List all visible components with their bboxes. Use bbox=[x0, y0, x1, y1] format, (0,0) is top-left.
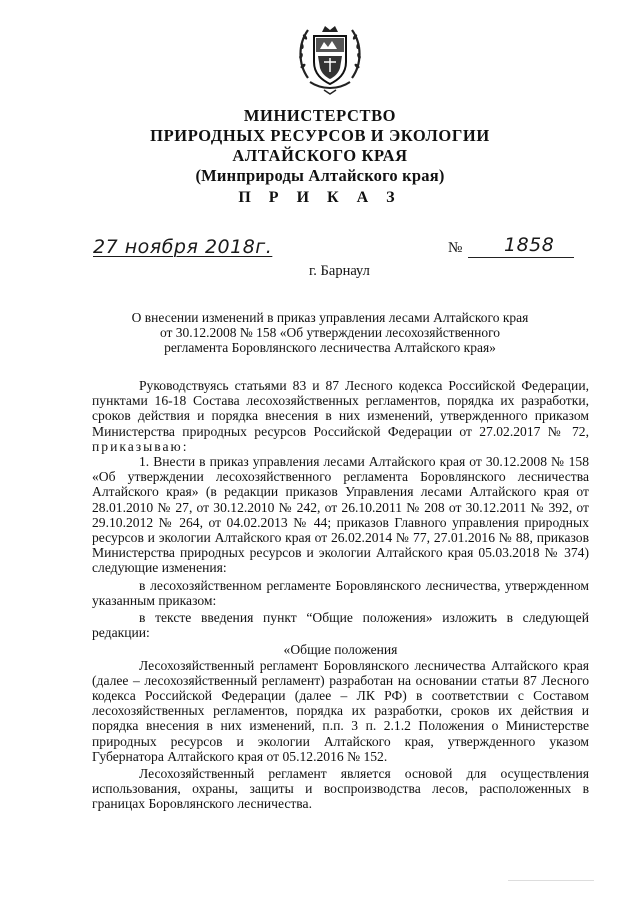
ministry-title-line-1: МИНИСТЕРСТВО bbox=[243, 106, 397, 125]
order-keyword: приказываю: bbox=[92, 438, 189, 454]
handwritten-order-number: 1858 bbox=[504, 234, 555, 256]
paragraph-item-1: 1. Внести в приказ управления лесами Алтайского края от 30.12.2008 № 158 «Об утверждении лесохозяйственного регламента Боровлянского лесничества Алтайского края» (в редакции приказов Управления лесами Алтайского края от 28.01.2010 № 27, от 30.12.2010 № 242, от 26.10.2011 № 208 от 30.12.2011 № 392, от 29.10.2012 № 264, от 04.02.2013 № 44; приказов Главного управления природных ресурсов и экологии Алтайского края от 26.02.2014 № 77, 27.01.2016 № 88, приказов Министерства природных ресурсов и экологии Алтайского края 05.03.2018 № 374) следующие изменения: bbox=[92, 454, 589, 576]
order-body bbox=[92, 378, 589, 812]
altai-krai-coat-of-arms-emblem bbox=[294, 16, 366, 96]
subject-line-1: О внесении изменений в приказ управления лесами Алтайского края bbox=[131, 310, 529, 325]
document-type-heading: П Р И К А З bbox=[238, 189, 402, 206]
number-label: № bbox=[448, 240, 463, 256]
subject-line-3: регламента Боровлянского лесничества Алтайского края» bbox=[164, 340, 496, 355]
paragraph-introduction-change: в тексте введения пункт “Общие положения» изложить в следующей редакции: bbox=[92, 610, 589, 641]
city-name: г. Барнаул bbox=[309, 263, 370, 279]
ministry-title-line-2: ПРИРОДНЫХ РЕСУРСОВ И ЭКОЛОГИИ bbox=[150, 126, 490, 145]
preamble-text: Руководствуясь статьями 83 и 87 Лесного кодекса Российской Федерации, пунктами 16-18 Состава лесохозяйственных регламентов, порядка их разработки, сроков действия и порядка внесения в них изменений, утвержденного приказом Министерства природных ресурсов Российской Федерации от 27.02.2017 № 72, bbox=[92, 378, 589, 439]
section-heading-general-provisions: «Общие положения bbox=[283, 642, 398, 658]
paragraph-general-provisions: Лесохозяйственный регламент Боровлянского лесничества Алтайского края (далее – лесохозяйственный регламент) разработан на основании статьи 87 Лесного кодекса Российской Федерации (далее – ЛК РФ) в соответствии с Составом лесохозяйственных регламентов, порядка их разработки, сроков их действия и порядка внесения в них изменений, п.п. 3 п. 2.1.2 Положения о Министерстве природных ресурсов и экологии Алтайского края, утвержденного указом Губернатора Алтайского края от 05.12.2016 № 152. bbox=[92, 657, 589, 764]
order-subject bbox=[120, 310, 540, 355]
handwritten-date: 27 ноября 2018г. bbox=[93, 236, 273, 258]
number-underline bbox=[468, 257, 574, 258]
paragraph-regulation-basis: Лесохозяйственный регламент является основой для осуществления использования, охраны, защиты и воспроизводства лесов, расположенных в границах Боровлянского лесничества. bbox=[92, 766, 589, 812]
footer-divider bbox=[508, 880, 594, 881]
ministry-title-line-3: АЛТАЙСКОГО КРАЯ bbox=[232, 146, 408, 165]
subject-line-2: от 30.12.2008 № 158 «Об утверждении лесохозяйственного bbox=[159, 325, 501, 340]
paragraph-regulation-scope: в лесохозяйственном регламенте Боровлянского лесничества, утвержденном указанным приказом: bbox=[92, 577, 589, 608]
ministry-short-name: (Минприроды Алтайского края) bbox=[195, 166, 445, 185]
paragraph-preamble bbox=[92, 378, 589, 454]
